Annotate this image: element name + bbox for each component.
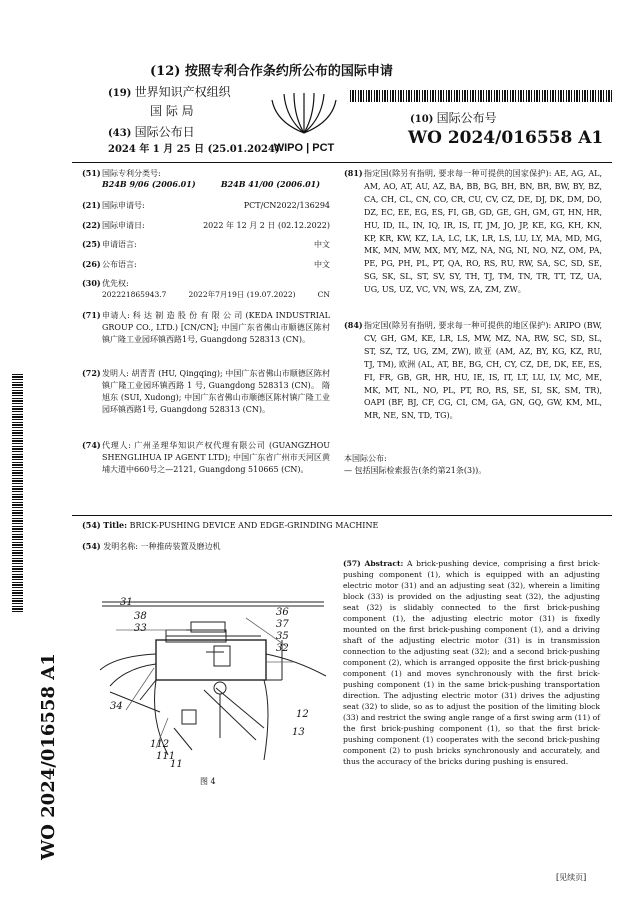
pubnum-value: WO 2024/016558 A1 xyxy=(408,128,604,148)
field-num: (72) xyxy=(82,368,101,378)
field-num: (74) xyxy=(82,440,101,450)
org-name: 世界知识产权组织 xyxy=(134,85,231,99)
figure-drawing xyxy=(96,560,330,770)
abstract-text: A brick-pushing device, comprising a first brick-pushing component (1), which is equipped with an adjusting electric motor (31) and an adjusting seat (32), wherein a limiting block (33) is provided on the adjusting seat (32), the adjusting seat (32) is slidably connected to the first brick-pushing component (1), the adjusting electric motor (31) is fixedly mounted on the first brick-pushing component (1), and a driving shaft of the adjusting electric motor (31) is in transmission connection to the adjusting seat (32); and a second brick-pushing component (2), which is arranged opposite the first brick-pushing component (1) and moves synchronously with the first brick-pushing component (1) in the same brick-pushing transportation direction. The adjusting electric motor (31) drives the adjusting seat (32) to slide, so as to adjust the position of the limiting block (33) and restrict the swing angle range of a first swing arm (11) of the first brick-pushing component (1), so that the first brick-pushing component (1) cooperates with the second brick-pushing component (2) to push bricks synchronously and accurately, and thus the accuracy of the bricks during pushing is ensured. xyxy=(343,559,600,766)
document-type-title: (12) 按照专利合作条约所公布的国际申请 xyxy=(150,64,393,79)
field-21 xyxy=(82,200,330,211)
field-51-label: 国际专利分类号: xyxy=(102,169,161,178)
title-zh-label: 发明名称: xyxy=(103,542,138,551)
fig-label-37: 37 xyxy=(276,619,289,630)
field-num: (84) xyxy=(344,320,363,330)
field-21-label: 国际申请号: xyxy=(102,201,145,210)
field-26-label: 公布语言: xyxy=(102,260,137,269)
field-81 xyxy=(344,168,602,297)
side-publication-number: WO 2024/016558 A1 xyxy=(38,653,59,860)
field-22-label: 国际申请日: xyxy=(102,221,145,230)
ipc-1: B24B 9/06 (2006.01) xyxy=(102,179,196,189)
title-en-row xyxy=(82,520,378,531)
field-30-label: 优先权: xyxy=(102,279,129,288)
pubnum-label-block xyxy=(410,112,497,126)
org-num: (19) xyxy=(108,88,132,99)
field-25 xyxy=(82,239,330,250)
field-num: (22) xyxy=(82,220,101,230)
title-zh-row xyxy=(82,541,221,552)
field-84-text: 指定国(除另有指明, 要求每一种可提供的地区保护): ARIPO (BW, CV, GH, GM, KE, LR, LS, MW, MZ, NA, RW, SC, SD, SL, ST, SZ, TZ, UG, ZM, ZW), 欧亚 (AM, AZ, BY, KG, KZ, RU, TJ, TM), 欧洲 (AL, AT, BE, BG, CH, CY, CZ, DE, DK, EE, ES, FI, FR, GB, GR, HR, HU, IE, IS, IT, LT, LU, LV, MC, ME, MK, MT, NL, NO, PL, PT, RO, RS, SE, SI, SK, SM, TR), OAPI (BF, BJ, CF, CG, CI, CM, GA, GN, GQ, GW, KM, ML, MR, NE, SN, TD, TG)。 xyxy=(364,321,602,421)
field-51 xyxy=(82,168,330,190)
field-22-value: 2022 年 12 月 2 日 (02.12.2022) xyxy=(203,221,330,230)
fig-label-13: 13 xyxy=(292,727,305,738)
field-26-value: 中文 xyxy=(314,260,330,269)
org-sub: 国 际 局 xyxy=(150,104,194,118)
abstract-label: Abstract: xyxy=(364,559,404,568)
pubdate-label-block xyxy=(108,126,195,140)
fig-label-11: 11 xyxy=(170,759,183,770)
field-30 xyxy=(82,278,330,300)
pubnum-num: (10) xyxy=(410,114,434,125)
wipo-logo xyxy=(266,88,342,154)
field-num: (21) xyxy=(82,200,101,210)
field-num: (71) xyxy=(82,310,101,320)
field-num: (30) xyxy=(82,278,101,288)
title-num: (54) xyxy=(82,520,101,530)
published-label: 本国际公布: xyxy=(344,454,387,463)
pubnum-label: 国际公布号 xyxy=(436,111,497,125)
fig-label-33: 33 xyxy=(134,623,147,634)
field-72-text: 发明人: 胡青青 (HU, Qingqing); 中国广东省佛山市顺德区陈村镇广隆工业园环镇西路 1 号, Guangdong 528313 (CN)。 隋旭东 (SUI, Xudong); 中国广东省佛山市顺德区陈村镇广隆工业园环镇西路1号, Guangdong 528313 (CN)。 xyxy=(102,369,330,414)
field-74-text: 代理人: 广州圣理华知识产权代理有限公司 (GUANGZHOU SHENGLIHUA IP AGENT LTD); 中国广东省广州市天河区黄埔大道中660号之—2121, Guangdong 510665 (CN)。 xyxy=(102,441,330,474)
fig-label-34: 34 xyxy=(110,701,123,712)
published-item: — 包括国际检索报告(条约第21条(3))。 xyxy=(344,466,487,475)
field-22 xyxy=(82,220,330,231)
pubdate-num: (43) xyxy=(108,128,132,139)
abstract-num: (57) xyxy=(343,559,361,568)
priority-country: CN xyxy=(317,290,330,299)
abstract xyxy=(343,558,600,767)
field-74 xyxy=(82,440,330,476)
fig-label-111: 111 xyxy=(156,751,176,762)
org-block xyxy=(108,86,231,100)
wipo-emblem-icon xyxy=(266,88,342,138)
field-84 xyxy=(344,320,602,423)
fig-label-31: 31 xyxy=(120,597,133,608)
fig-label-36: 36 xyxy=(276,607,289,618)
title-rule xyxy=(72,515,612,516)
fig-label-12: 12 xyxy=(296,709,309,720)
field-72 xyxy=(82,368,330,416)
fig-label-32: 32 xyxy=(276,643,289,654)
pubdate-value: 2024 年 1 月 25 日 (25.01.2024) xyxy=(108,144,280,155)
title-num-zh: (54) xyxy=(82,541,101,551)
fig-label-38: 38 xyxy=(134,611,147,622)
field-25-value: 中文 xyxy=(314,240,330,249)
title-zh: 一种推砖装置及磨边机 xyxy=(140,542,221,551)
ipc-2: B24B 41/00 (2006.01) xyxy=(220,179,320,189)
field-71 xyxy=(82,310,330,346)
field-num: (81) xyxy=(344,168,363,178)
figure-caption: 图 4 xyxy=(200,777,216,786)
field-81-text: 指定国(除另有指明, 要求每一种可提供的国家保护): AE, AG, AL, AM, AO, AT, AU, AZ, BA, BB, BG, BH, BN, BR, BW, BY, BZ, CA, CH, CL, CN, CO, CR, CU, CV, CZ, DE, DJ, DK, DM, DO, DZ, EC, EE, EG, ES, FI, GB, GD, GE, GH, GM, GT, HN, HR, HU, ID, IL, IN, IQ, IR, IS, IT, JM, JO, JP, KE, KG, KH, KN, KP, KR, KW, KZ, LA, LC, LK, LR, LS, LU, LY, MA, MD, MG, MK, MN, MW, MX, MY, MZ, NA, NG, NI, NO, NZ, OM, PA, PE, PG, PH, PL, PT, QA, RO, RS, RU, RW, SA, SC, SD, SE, SG, SK, SL, ST, SV, SY, TH, TJ, TM, TN, TR, TT, TZ, UA, UG, US, UZ, VC, VN, WS, ZA, ZM, ZW。 xyxy=(364,169,602,295)
barcode-vertical xyxy=(12,372,23,612)
field-num: (51) xyxy=(82,168,101,178)
title-en: BRICK-PUSHING DEVICE AND EDGE-GRINDING MACHINE xyxy=(129,521,379,530)
fig-label-35: 35 xyxy=(276,631,289,642)
title-en-label: Title: xyxy=(103,520,128,530)
field-21-value: PCT/CN2022/136294 xyxy=(243,201,330,210)
field-26 xyxy=(82,259,330,270)
pubdate-label: 国际公布日 xyxy=(134,125,195,139)
fig-label-112: 112 xyxy=(150,739,170,750)
header-rule xyxy=(72,162,612,163)
field-71-text: 申请人: 科 达 制 造 股 份 有 限 公 司 (KEDA INDUSTRIAL GROUP CO., LTD.) [CN/CN]; 中国广东省佛山市顺德区陈村镇广隆工业园环镇西路1号, Guangdong 528313 (CN)。 xyxy=(102,311,330,344)
priority-app: 202221865943.7 xyxy=(102,290,167,299)
continued-note: [见续页] xyxy=(556,873,587,882)
field-25-label: 申请语言: xyxy=(102,240,137,249)
barcode-horizontal xyxy=(350,90,612,102)
priority-date: 2022年7月19日 (19.07.2022) xyxy=(188,290,296,299)
field-num: (25) xyxy=(82,239,101,249)
wipo-logo-text: WIPO | PCT xyxy=(273,142,335,154)
field-num: (26) xyxy=(82,259,101,269)
